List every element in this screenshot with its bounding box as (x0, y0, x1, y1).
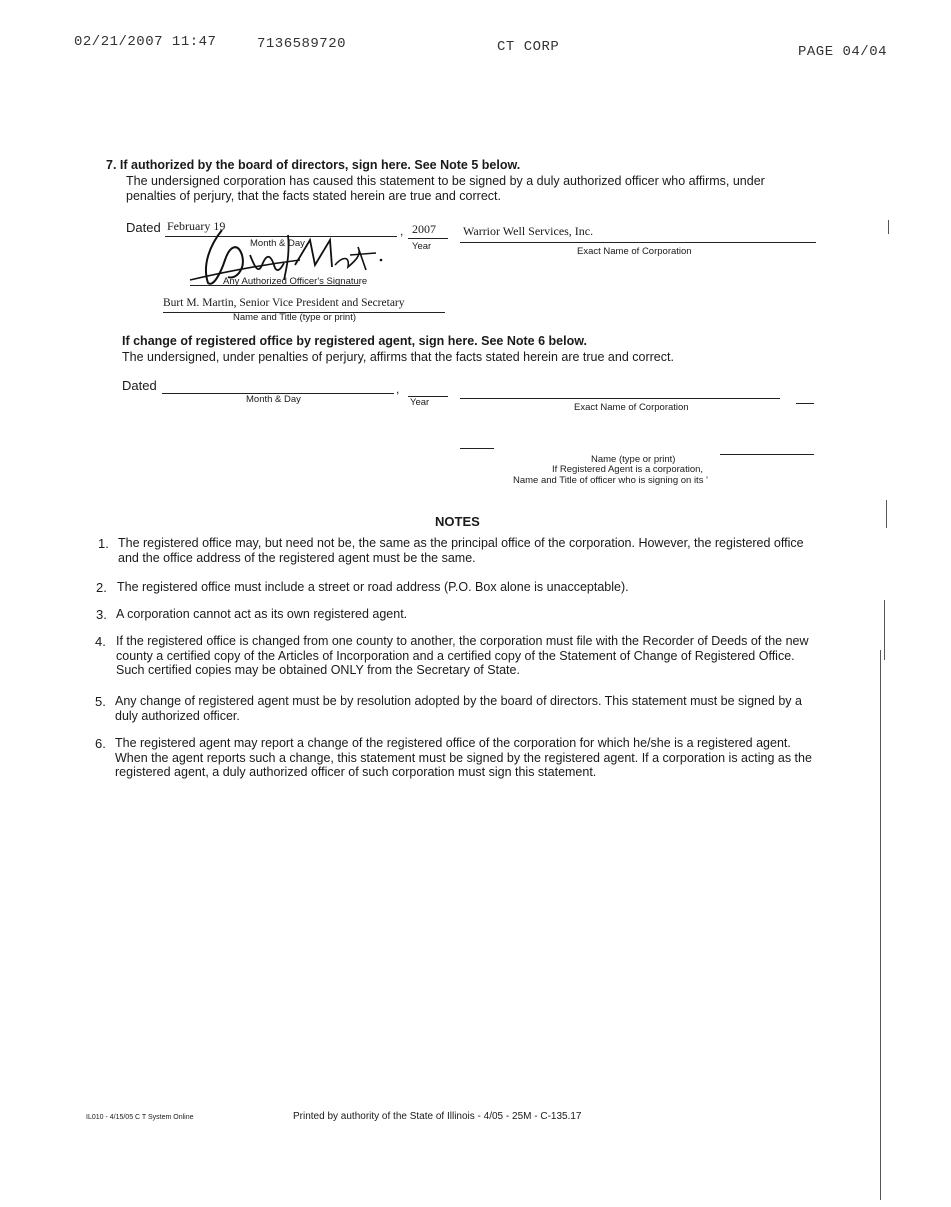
notes-title: NOTES (435, 514, 480, 529)
agent-corp-line (460, 398, 780, 399)
section-7-text: The undersigned corporation has caused this statement to be signed by a duly authorized officer who affirms, under penalties of perjury, that the facts stated herein are true and correct. (126, 174, 765, 203)
corporation-name: Warrior Well Services, Inc. (463, 224, 594, 238)
signer-name-title: Burt M. Martin, Senior Vice President and Secretary (163, 297, 405, 309)
section-7-heading: 7. If authorized by the board of directors, sign here. See Note 5 below. (106, 158, 521, 172)
year-caption: Year (412, 241, 432, 252)
footer-form-id: IL010 - 4/15/05 C T System Online (86, 1114, 194, 1121)
note-3-number: 3. (96, 607, 107, 622)
note-6-text: The registered agent may report a change of the registered office of the corporation for which he/she is a registered agent. When the agent reports such a change, this statement must be signed by the registered agent. If a corporation is acting as the registered agent, a duly authorized officer of such corporation must sign this statement. (115, 736, 812, 779)
fax-datetime: 02/21/2007 11:47 (74, 34, 217, 50)
note-5-number: 5. (95, 694, 106, 709)
section-7-dated-label: Dated (126, 220, 161, 235)
note-1-text: The registered office may, but need not be, the same as the principal office of the corporation. However, the registered office and the office address of the registered agent must be the same. (118, 536, 804, 565)
agent-dated-label: Dated (122, 378, 157, 393)
corp-name-line (460, 242, 816, 243)
agent-section-heading: If change of registered office by registered agent, sign here. See Note 6 below. (122, 334, 587, 348)
note-4-text: If the registered office is changed from one county to another, the corporation must file with the Recorder of Deeds of the new county a certified copy of the Articles of Incorporation and a certified copy of the Statement of Change of Registered Office. Such certified copies may be obtained ONLY from the Secretary of State. (116, 634, 809, 677)
fax-page-number: PAGE 04/04 (798, 44, 888, 60)
month-day-caption: Month & Day (250, 238, 305, 249)
year-line (408, 238, 448, 239)
note-2-text: The registered office must include a street or road address (P.O. Box alone is unacceptable). (117, 580, 629, 594)
fax-phone: 7136589720 (257, 36, 347, 52)
scan-edge-line (880, 650, 881, 1200)
note-3-text: A corporation cannot act as its own registered agent. (116, 607, 408, 621)
agent-title-caption: Name and Title of officer who is signing on its ' (513, 475, 708, 486)
agent-section-text: The undersigned, under penalties of perjury, affirms that the facts stated herein are true and correct. (122, 350, 674, 364)
agent-month-day-caption: Month & Day (246, 394, 301, 405)
agent-name-caption: Name (type or print) (591, 454, 676, 465)
agent-corp-caption: Exact Name of Corporation (574, 402, 689, 413)
corp-caption: Exact Name of Corporation (577, 246, 692, 257)
note-1-number: 1. (98, 536, 109, 551)
fax-sender: CT CORP (497, 39, 560, 55)
footer-printed-by: Printed by authority of the State of Illinois - 4/05 - 25M - C-135.17 (293, 1111, 582, 1122)
section-7-year-value: 2007 (412, 222, 436, 236)
signature-caption: Any Authorized Officer's Signature (223, 276, 368, 287)
section-7-date-value: February 19 (167, 219, 226, 233)
note-4-number: 4. (95, 634, 106, 649)
note-6-number: 6. (95, 736, 106, 751)
agent-year-caption: Year (410, 397, 430, 408)
note-2-number: 2. (96, 580, 107, 595)
note-5-text: Any change of registered agent must be by resolution adopted by the board of directors. This statement must be signed by a duly authorized officer. (115, 694, 802, 723)
name-title-caption: Name and Title (type or print) (233, 312, 357, 323)
agent-if-corp-caption: If Registered Agent is a corporation, (552, 464, 704, 475)
